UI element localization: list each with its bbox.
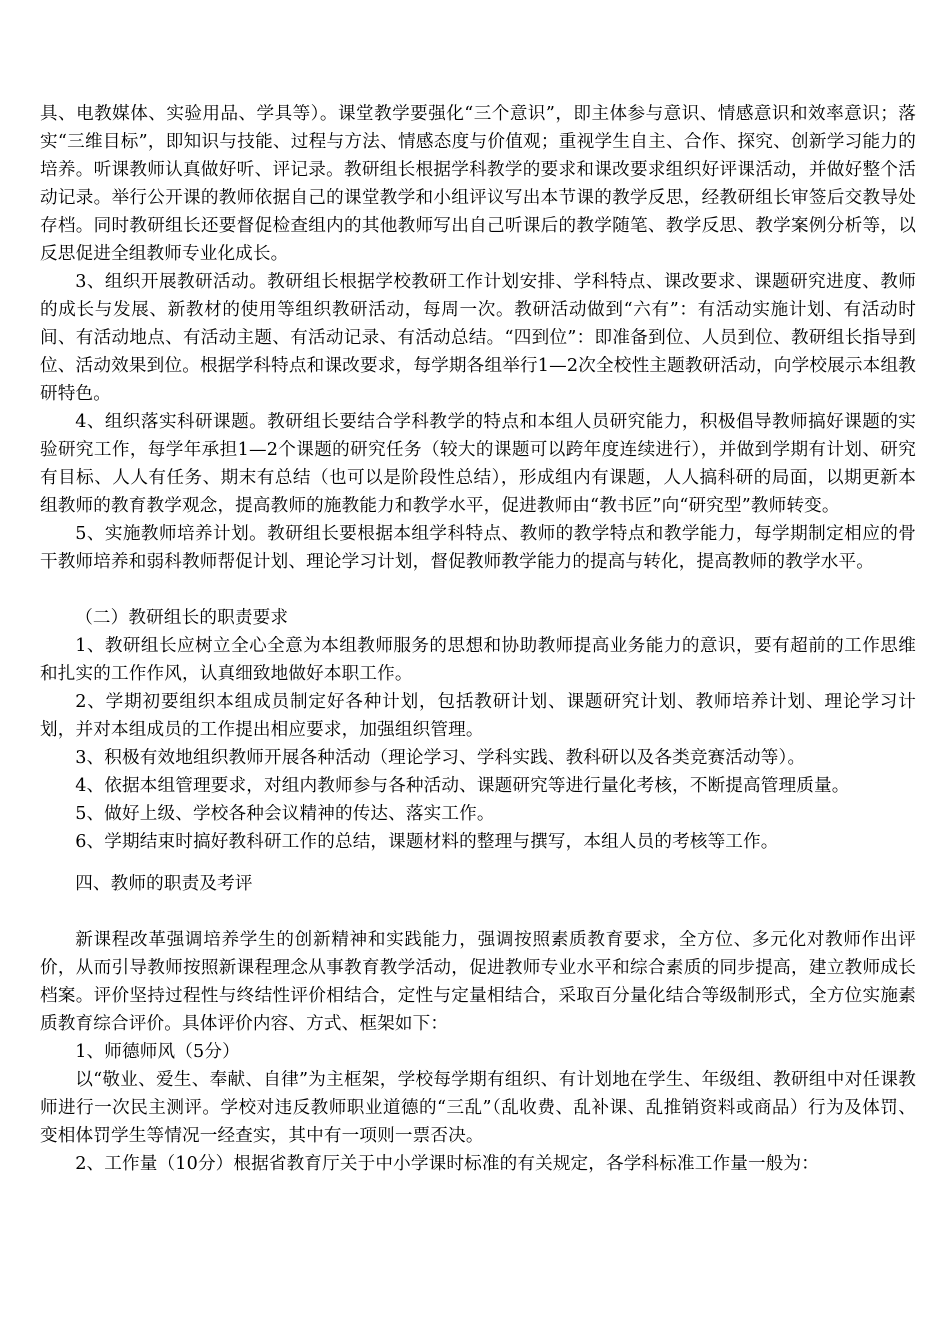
item-workload: 2、工作量（10分）根据省教育厅关于中小学课时标准的有关规定，各学科标准工作量一般为： [75, 1154, 819, 1174]
duty-item-2: 2、学期初要组织本组成员制定好各种计划，包括教研计划、课题研究计划、教师培养计划、理论学习计划，并对本组成员的工作提出相应要求，加强组织管理。 [40, 692, 916, 740]
paragraph-intro: 新课程改革强调培养学生的创新精神和实践能力，强调按照素质教育要求，全方位、多元化对教师作出评价，从而引导教师按照新课程理念从事教育教学活动，促进教师专业水平和综合素质的同步提高，建立教师成长档案。评价坚持过程性与终结性评价相结合，定性与定量相结合，采取百分量化结合等级制形式，全方位实施素质教育综合评价。具体评价内容、方式、框架如下： [40, 930, 916, 1034]
section-heading-duties: （二）教研组长的职责要求 [75, 608, 289, 628]
item-ethics-body: 以“敬业、爱生、奉献、自律”为主框架，学校每学期有组织、有计划地在学生、年级组、教研组中对任课教师进行一次民主测评。学校对违反教师职业道德的“三乱”（乱收费、乱补课、乱推销资料或商品）行为及体罚、变相体罚学生等情况一经查实，其中有一项则一票否决。 [40, 1070, 916, 1146]
paragraph-item-3: 3、组织开展教研活动。教研组长根据学校教研工作计划安排、学科特点、课改要求、课题研究进度、教师的成长与发展、新教材的使用等组织教研活动，每周一次。教研活动做到“六有”：有活动实施计划、有活动时间、有活动地点、有活动主题、有活动记录、有活动总结。“四到位”：即准备到位、人员到位、教研组长指导到位、活动效果到位。根据学科特点和课改要求，每学期各组举行1—2次全校性主题教研活动，向学校展示本组教研特色。 [40, 272, 916, 404]
duty-item-6: 6、学期结束时搞好教科研工作的总结，课题材料的整理与撰写，本组人员的考核等工作。 [75, 832, 779, 852]
section-heading-teacher: 四、教师的职责及考评 [75, 874, 253, 894]
document-page [40, 100, 916, 1178]
item-ethics-heading: 1、师德师风（5分） [75, 1042, 240, 1062]
spacer [40, 856, 916, 870]
paragraph-continuation: 具、电教媒体、实验用品、学具等）。课堂教学要强化“三个意识”，即主体参与意识、情感意识和效率意识；落实“三维目标”，即知识与技能、过程与方法、情感态度与价值观；重视学生自主、合作、探究、创新学习能力的培养。听课教师认真做好听、评记录。教研组长根据学科教学的要求和课改要求组织好评课活动，并做好整个活动记录。举行公开课的教师依据自己的课堂教学和小组评议写出本节课的教学反思，经教研组长审签后交教导处存档。同时教研组长还要督促检查组内的其他教师写出自己听课后的教学随笔、教学反思、教学案例分析等，以反思促进全组教师专业化成长。 [40, 104, 916, 264]
spacer [40, 898, 916, 926]
duty-item-5: 5、做好上级、学校各种会议精神的传达、落实工作。 [75, 804, 495, 824]
duty-item-3: 3、积极有效地组织教师开展各种活动（理论学习、学科实践、教科研以及各类竞赛活动等）。 [75, 748, 806, 768]
paragraph-item-4: 4、组织落实科研课题。教研组长要结合学科教学的特点和本组人员研究能力，积极倡导教师搞好课题的实验研究工作，每学年承担1—2个课题的研究任务（较大的课题可以跨年度连续进行），并做到学期有计划、研究有目标、人人有任务、期末有总结（也可以是阶段性总结），形成组内有课题，人人搞科研的局面，以期更新本组教师的教育教学观念，提高教师的施教能力和教学水平，促进教师由“教书匠”向“研究型”教师转变。 [40, 412, 916, 516]
paragraph-item-5: 5、实施教师培养计划。教研组长要根据本组学科特点、教师的教学特点和教学能力，每学期制定相应的骨干教师培养和弱科教师帮促计划、理论学习计划，督促教师教学能力的提高与转化，提高教师的教学水平。 [40, 524, 916, 572]
spacer [40, 576, 916, 604]
duty-item-1: 1、教研组长应树立全心全意为本组教师服务的思想和协助教师提高业务能力的意识，要有超前的工作思维和扎实的工作作风，认真细致地做好本职工作。 [40, 636, 916, 684]
duty-item-4: 4、依据本组管理要求，对组内教师参与各种活动、课题研究等进行量化考核，不断提高管理质量。 [75, 776, 850, 796]
